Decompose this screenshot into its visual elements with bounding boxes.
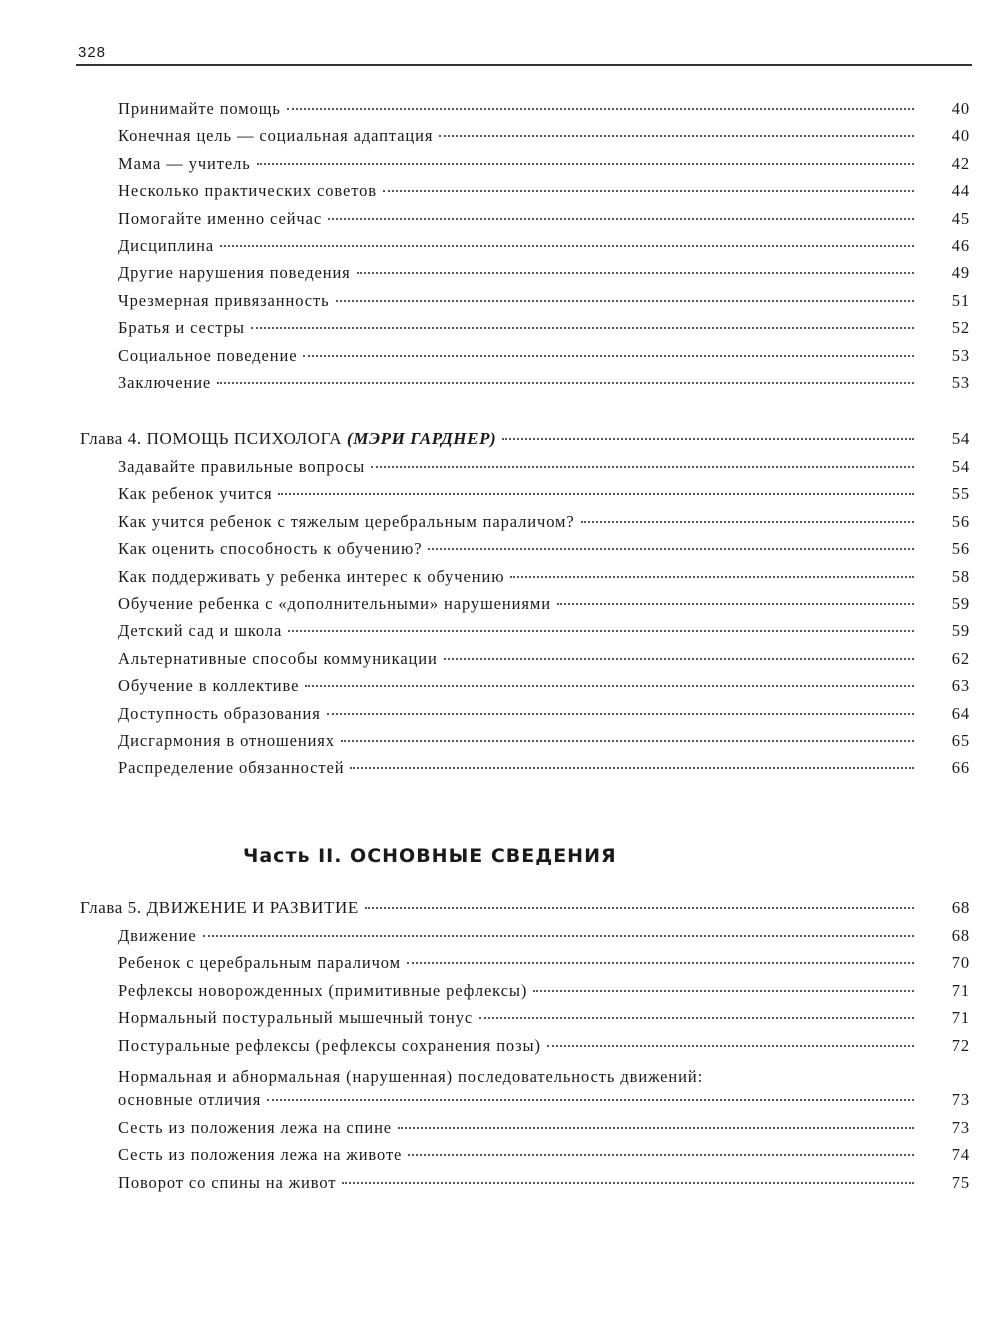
toc-entry[interactable] <box>80 1145 970 1172</box>
dot-leader <box>581 521 914 523</box>
page-ref: 70 <box>951 953 970 973</box>
entry-title: Заключение <box>118 372 212 392</box>
entry-title: Обучение ребенка с «дополнительными» нарушениями <box>118 593 551 613</box>
dot-leader <box>398 1127 914 1129</box>
page-ref: 56 <box>951 539 970 559</box>
toc-section-3 <box>80 926 970 1063</box>
toc-entry[interactable] <box>80 649 970 676</box>
chapter-prefix: Глава 4. <box>80 429 142 448</box>
page-ref: 64 <box>951 703 970 723</box>
entry-title: Мама — учитель <box>118 153 251 173</box>
page-ref: 65 <box>951 730 970 750</box>
dot-leader <box>557 603 914 605</box>
entry-title: Альтернативные способы коммуникации <box>118 648 438 668</box>
page-ref: 56 <box>951 511 970 531</box>
toc-entry[interactable] <box>80 621 970 648</box>
toc-entry[interactable] <box>80 1036 970 1063</box>
chapter-title: ПОМОЩЬ ПСИХОЛОГА <box>146 429 343 448</box>
page-ref: 71 <box>951 1008 970 1028</box>
toc-entry[interactable] <box>80 181 970 208</box>
dot-leader <box>342 1182 914 1184</box>
toc-entry[interactable] <box>80 373 970 400</box>
entry-title: Помогайте именно сейчас <box>118 208 323 228</box>
dot-leader <box>336 300 914 302</box>
dot-leader <box>267 1099 914 1101</box>
toc-entry[interactable] <box>80 126 970 153</box>
page-ref: 75 <box>951 1172 970 1192</box>
entry-title: Дисгармония в отношениях <box>118 730 335 750</box>
entry-title: Поворот со спины на живот <box>118 1172 337 1192</box>
entry-title: Обучение в коллективе <box>118 676 300 696</box>
dot-leader <box>547 1045 914 1047</box>
part-heading: Часть II. ОСНОВНЫЕ СВЕДЕНИЯ <box>243 845 617 867</box>
entry-title: Рефлексы новорожденных (примитивные рефлексы) <box>118 980 528 1000</box>
entry-title: Как оценить способность к обучению? <box>118 539 423 559</box>
page-ref: 68 <box>951 898 970 917</box>
toc-entry[interactable] <box>80 154 970 181</box>
dot-leader <box>327 713 914 715</box>
toc-entry[interactable] <box>80 704 970 731</box>
toc-entry[interactable] <box>80 99 970 126</box>
toc-section-2 <box>80 457 970 786</box>
entry-title: Чрезмерная привязанность <box>118 290 330 310</box>
toc-entry[interactable] <box>80 236 970 263</box>
toc-entry[interactable] <box>80 484 970 511</box>
entry-title: Как ребенок учится <box>118 484 273 504</box>
dot-leader <box>305 685 914 687</box>
toc-entry[interactable] <box>80 567 970 594</box>
toc-chapter-5 <box>80 898 970 925</box>
page-ref: 66 <box>951 758 970 778</box>
dot-leader <box>220 245 914 247</box>
page-ref: 49 <box>951 263 970 283</box>
page-ref: 51 <box>951 290 970 310</box>
toc-entry[interactable] <box>80 953 970 980</box>
dot-leader <box>341 740 914 742</box>
page-ref: 74 <box>951 1145 970 1165</box>
page-ref: 46 <box>951 235 970 255</box>
entry-title: Дисциплина <box>118 235 215 255</box>
page-ref: 44 <box>951 181 970 201</box>
toc-entry[interactable] <box>80 318 970 345</box>
entry-title: Сесть из положения лежа на животе <box>118 1145 403 1165</box>
dot-leader <box>439 135 914 137</box>
dot-leader <box>350 767 914 769</box>
toc-entry[interactable] <box>80 1173 970 1200</box>
page-ref: 53 <box>951 345 970 365</box>
dot-leader <box>357 272 914 274</box>
dot-leader <box>428 548 914 550</box>
dot-leader <box>479 1017 914 1019</box>
entry-title: Постуральные рефлексы (рефлексы сохранения позы) <box>118 1035 541 1055</box>
page-ref: 40 <box>951 126 970 146</box>
toc-entry[interactable] <box>80 758 970 785</box>
entry-title: Сесть из положения лежа на спине <box>118 1118 393 1137</box>
page-ref: 54 <box>951 429 970 448</box>
page-ref: 45 <box>951 208 970 228</box>
page-ref: 59 <box>951 621 970 641</box>
page-ref: 72 <box>951 1035 970 1055</box>
toc-section-4 <box>80 1118 970 1200</box>
toc-chapter-entry[interactable] <box>80 429 970 456</box>
toc-entry[interactable] <box>80 1118 970 1145</box>
page-ref: 63 <box>951 676 970 696</box>
toc-entry[interactable] <box>80 291 970 318</box>
dot-leader <box>407 962 914 964</box>
entry-title: Распределение обязанностей <box>118 758 345 778</box>
page-ref: 54 <box>951 457 970 476</box>
entry-title: Принимайте помощь <box>118 99 281 118</box>
toc-entry <box>80 1090 970 1117</box>
toc-multiline-entry[interactable] <box>80 1063 970 1118</box>
page-number: 328 <box>78 44 107 61</box>
entry-title: Нормальный постуральный мышечный тонус <box>118 1008 474 1028</box>
dot-leader <box>217 382 914 384</box>
page-ref: 52 <box>951 318 970 338</box>
dot-leader <box>251 327 914 329</box>
entry-title: Социальное поведение <box>118 345 298 365</box>
toc-entry[interactable] <box>80 457 970 484</box>
toc-section-1 <box>80 99 970 400</box>
entry-title: Задавайте правильные вопросы <box>118 457 366 476</box>
dot-leader <box>371 466 914 468</box>
toc-entry[interactable] <box>80 346 970 373</box>
page-ref: 53 <box>951 372 970 392</box>
toc-entry[interactable] <box>80 263 970 290</box>
entry-title: Другие нарушения поведения <box>118 263 351 283</box>
toc-entry[interactable] <box>80 981 970 1008</box>
dot-leader <box>502 438 914 440</box>
toc-entry[interactable] <box>80 926 970 953</box>
page-ref: 71 <box>951 980 970 1000</box>
dot-leader <box>510 576 914 578</box>
dot-leader <box>383 190 914 192</box>
entry-title: Несколько практических советов <box>118 181 377 201</box>
toc-entry[interactable] <box>80 594 970 621</box>
toc-entry[interactable] <box>80 512 970 539</box>
page-ref: 40 <box>951 99 970 118</box>
dot-leader <box>444 658 914 660</box>
entry-title-line1: Нормальная и абнормальная (нарушенная) последовательность движений: <box>118 1067 704 1086</box>
toc-entry[interactable] <box>80 676 970 703</box>
page-ref: 62 <box>951 648 970 668</box>
toc-chapter-entry[interactable] <box>80 898 970 925</box>
entry-title: Доступность образования <box>118 703 321 723</box>
page-ref: 42 <box>951 153 970 173</box>
dot-leader <box>328 218 914 220</box>
header-rule <box>76 64 972 66</box>
chapter-author: (МЭРИ ГАРДНЕР) <box>346 429 497 448</box>
toc-entry[interactable] <box>80 1008 970 1035</box>
dot-leader <box>278 493 914 495</box>
dot-leader <box>257 163 914 165</box>
dot-leader <box>303 355 914 357</box>
page-ref: 73 <box>951 1090 970 1110</box>
toc-entry[interactable] <box>80 209 970 236</box>
entry-title: Движение <box>118 926 197 945</box>
dot-leader <box>408 1154 914 1156</box>
entry-title-line2: основные отличия <box>118 1090 262 1110</box>
dot-leader <box>533 990 914 992</box>
dot-leader <box>203 935 914 937</box>
dot-leader <box>365 907 914 909</box>
page-ref: 59 <box>951 593 970 613</box>
entry-title: Конечная цель — социальная адаптация <box>118 126 434 146</box>
dot-leader <box>288 630 914 632</box>
entry-title: Ребенок с церебральным параличом <box>118 953 401 973</box>
entry-title: Как учится ребенок с тяжелым церебральным параличом? <box>118 511 575 531</box>
page-ref: 73 <box>951 1118 970 1137</box>
chapter-title: Глава 5. ДВИЖЕНИЕ И РАЗВИТИЕ <box>80 898 359 917</box>
page-ref: 68 <box>951 926 970 945</box>
dot-leader <box>287 108 914 110</box>
page-ref: 55 <box>951 484 970 504</box>
toc-entry[interactable] <box>80 539 970 566</box>
entry-title: Детский сад и школа <box>118 621 283 641</box>
page-ref: 58 <box>951 566 970 586</box>
toc-chapter-4 <box>80 429 970 456</box>
entry-title: Братья и сестры <box>118 318 245 338</box>
toc-entry[interactable] <box>80 731 970 758</box>
entry-title: Как поддерживать у ребенка интерес к обучению <box>118 566 505 586</box>
